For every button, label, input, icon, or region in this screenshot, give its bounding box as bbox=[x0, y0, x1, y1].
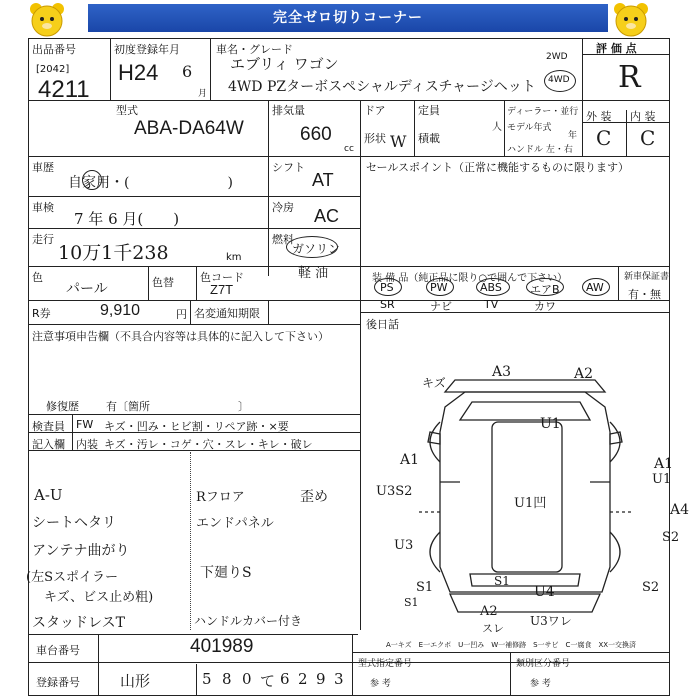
shape-label: 形状 bbox=[364, 132, 386, 145]
rating-value: R bbox=[618, 60, 641, 95]
exterior-label: 外 装 bbox=[586, 110, 612, 123]
yen-unit: 円 bbox=[176, 308, 187, 321]
interior-grade: C bbox=[640, 126, 656, 150]
note-mid-4: ハンドルカバー付き bbox=[194, 614, 303, 628]
note-left-6: スタッドレスT bbox=[32, 615, 125, 631]
history-value: 自家用・( ) bbox=[68, 175, 233, 191]
equipment-label: 装 備 品（純正品に限り○で囲んで下さい） bbox=[372, 273, 568, 284]
equip-leather: カワ bbox=[534, 300, 556, 313]
note-mid-2: エンドパネル bbox=[196, 516, 274, 531]
diag-label-u1-roof: U1 bbox=[540, 416, 561, 432]
declaration-label: 注意事項申告欄（不具合内容等は具体的に記入して下さい） bbox=[32, 330, 329, 343]
handle-label: ハンドル 左・右 bbox=[507, 145, 573, 155]
displacement-value: 660 bbox=[300, 124, 332, 145]
ref-label-1: 参 考 bbox=[370, 679, 391, 689]
grade-name: 4WD PZターボスペシャルディスチャージヘット bbox=[228, 79, 536, 95]
lot-label: 出品番号 bbox=[32, 43, 76, 56]
sales-point-label: セールスポイント（正常に機能するものに限ります） bbox=[366, 161, 630, 174]
type-designation-label: 型式指定番号 bbox=[358, 659, 413, 669]
diag-label-u4: U4 bbox=[534, 584, 555, 600]
inspection-value: 7 年 6 月( ) bbox=[74, 210, 180, 228]
recycle-value: 9,910 bbox=[100, 302, 141, 319]
note-left-2: シートヘタリ bbox=[32, 515, 116, 531]
equip-pw: PW bbox=[430, 281, 448, 294]
type-value: ABA-DA64W bbox=[134, 118, 244, 139]
diag-label-a1-right: A1 bbox=[654, 456, 674, 472]
persons-unit: 人 bbox=[492, 122, 502, 133]
reg-month: 6 bbox=[182, 62, 193, 81]
reg-prefix: 山形 bbox=[120, 672, 151, 690]
reg-digit-5: 2 bbox=[298, 670, 308, 688]
diag-label-s2-right: S2 bbox=[662, 530, 680, 545]
reg-digit-6: 9 bbox=[316, 670, 326, 688]
mascot-right-icon bbox=[612, 2, 650, 38]
ac-value: AC bbox=[314, 206, 340, 226]
reg-digit-7: 3 bbox=[334, 670, 344, 688]
interior-label: 内 装 bbox=[630, 110, 656, 123]
inspector-items: キズ・凹み・ヒビ割・リペア跡・×要 bbox=[104, 420, 289, 433]
note-mid-right: 歪め bbox=[300, 489, 328, 505]
page-banner: 完全ゼロ切りコーナー bbox=[88, 4, 608, 32]
equip-sr: SR bbox=[380, 298, 395, 311]
exterior-grade: C bbox=[596, 126, 612, 150]
chassis-value: 401989 bbox=[190, 636, 254, 657]
equip-abs: ABS bbox=[480, 281, 502, 294]
drive-4wd: 4WD bbox=[548, 75, 570, 85]
repair-label: 修復歴 bbox=[46, 400, 79, 413]
shift-label: シフト bbox=[272, 161, 305, 174]
note-mid-3: 下廻りS bbox=[200, 565, 252, 581]
diag-label-scuff: スレ bbox=[482, 622, 504, 635]
diag-label-s1-bl: S1 bbox=[416, 580, 434, 595]
note-left-5: キズ、ビス止め粗) bbox=[44, 590, 154, 605]
capacity-label: 定員 bbox=[418, 104, 440, 117]
diag-label-s1-side: S1 bbox=[404, 596, 419, 609]
reg-digit-1: 8 bbox=[222, 670, 232, 688]
lot-number: 4211 bbox=[38, 76, 90, 103]
diag-label-s2-br: S2 bbox=[642, 580, 660, 595]
interior-items: キズ・汚レ・コゲ・穴・スレ・キレ・破レ bbox=[104, 438, 313, 451]
reg-digit-0: 5 bbox=[202, 670, 212, 688]
drive-2wd: 2WD bbox=[546, 52, 568, 62]
reg-label: 登録番号 bbox=[36, 676, 80, 689]
rating-label: 評 価 点 bbox=[596, 42, 637, 55]
color-change-label: 色替 bbox=[152, 276, 174, 289]
mileage-value: 10万1千238 bbox=[58, 242, 169, 264]
inspection-label: 車検 bbox=[32, 201, 54, 214]
note-left-1: A-U bbox=[34, 486, 63, 504]
inspector-label: 検査員 bbox=[32, 420, 65, 433]
diag-label-u3s2: U3S2 bbox=[376, 484, 413, 499]
equip-airbag: エアB bbox=[530, 283, 560, 296]
repair-value: 有〔箇所 〕 bbox=[106, 400, 249, 413]
equip-tv: TV bbox=[484, 298, 499, 311]
interior-record-label: 内装 bbox=[76, 438, 98, 451]
note-left-4: (左Sスポイラー bbox=[26, 570, 118, 585]
era-year: H24 bbox=[118, 60, 159, 85]
diag-label-u3-crack: U3ワレ bbox=[530, 614, 572, 628]
color-code-value: Z7T bbox=[210, 282, 234, 297]
door-label: ドア bbox=[364, 104, 386, 117]
record-label: 記入欄 bbox=[32, 438, 65, 451]
equip-aw: AW bbox=[586, 281, 604, 294]
diag-label-u3: U3 bbox=[394, 538, 414, 553]
diagram-legend: A一キズ E一エクボ U一凹み W一補修跡 S一サビ C一腐食 XX一交換済 bbox=[386, 641, 637, 649]
color-code-label: 色コード bbox=[200, 271, 244, 284]
ac-label: 冷房 bbox=[272, 201, 294, 214]
color-label: 色 bbox=[32, 271, 43, 284]
displacement-label: 排気量 bbox=[272, 104, 305, 117]
after-note-label: 後日話 bbox=[366, 318, 399, 331]
owner-change-label: 名変通知期限 bbox=[194, 307, 260, 320]
type-label: 型式 bbox=[116, 104, 138, 117]
dealer-label: ディーラー・並行 bbox=[507, 107, 579, 117]
history-label: 車歴 bbox=[32, 161, 54, 174]
mascot-left-icon bbox=[28, 2, 66, 38]
equip-navi: ナビ bbox=[430, 300, 452, 313]
note-left-3: アンテナ曲がり bbox=[32, 543, 130, 559]
shift-value: AT bbox=[312, 170, 334, 190]
month-unit: 月 bbox=[198, 89, 208, 99]
km-unit: km bbox=[226, 252, 242, 263]
cc-unit: cc bbox=[344, 144, 354, 154]
shape-value: W bbox=[390, 132, 407, 151]
note-mid-1: Rフロア bbox=[196, 490, 245, 505]
model-label: 車名・グレード bbox=[216, 43, 293, 56]
color-value: パール bbox=[66, 281, 108, 297]
diag-label-a1-left: A1 bbox=[400, 452, 420, 468]
lot-sub: [2042] bbox=[36, 64, 70, 75]
diag-label-a2-top: A2 bbox=[574, 366, 594, 382]
equip-ps: PS bbox=[380, 281, 394, 294]
diag-label-u1-right: U1 bbox=[652, 472, 672, 487]
year-unit: 年 bbox=[568, 131, 578, 141]
reg-digit-3: て bbox=[260, 672, 276, 690]
inspector-fw: FW bbox=[76, 418, 94, 431]
ref-label-2: 参 考 bbox=[530, 679, 551, 689]
fuel-label: 燃料 bbox=[272, 233, 294, 246]
model-year-label: モデル年式 bbox=[507, 123, 552, 133]
diag-label-u1-dent: U1凹 bbox=[514, 496, 547, 511]
diag-label-a4: A4 bbox=[670, 502, 690, 518]
reg-digit-2: 0 bbox=[242, 670, 252, 688]
recycle-label: R券 bbox=[32, 307, 51, 320]
reg-digit-4: 6 bbox=[280, 670, 290, 688]
class-number-label: 類別区分番号 bbox=[516, 659, 571, 669]
diag-label-a3: A3 bbox=[492, 364, 512, 380]
warranty-value: 有・無 bbox=[628, 288, 661, 301]
fuel-alt: 軽 油 bbox=[298, 266, 329, 281]
mileage-label: 走行 bbox=[32, 233, 54, 246]
chassis-label: 車台番号 bbox=[36, 644, 80, 657]
warranty-label: 新車保証書 bbox=[624, 272, 670, 282]
diag-label-s1-rear: S1 bbox=[494, 574, 510, 588]
first-reg-label: 初度登録年月 bbox=[114, 43, 180, 56]
diag-label-a2-bottom: A2 bbox=[480, 604, 498, 619]
load-label: 積載 bbox=[418, 132, 440, 145]
model-name: エブリィ ワゴン bbox=[230, 55, 339, 73]
diag-label-scratch: キズ bbox=[422, 376, 446, 390]
fuel-value: ガソリン bbox=[292, 242, 341, 256]
